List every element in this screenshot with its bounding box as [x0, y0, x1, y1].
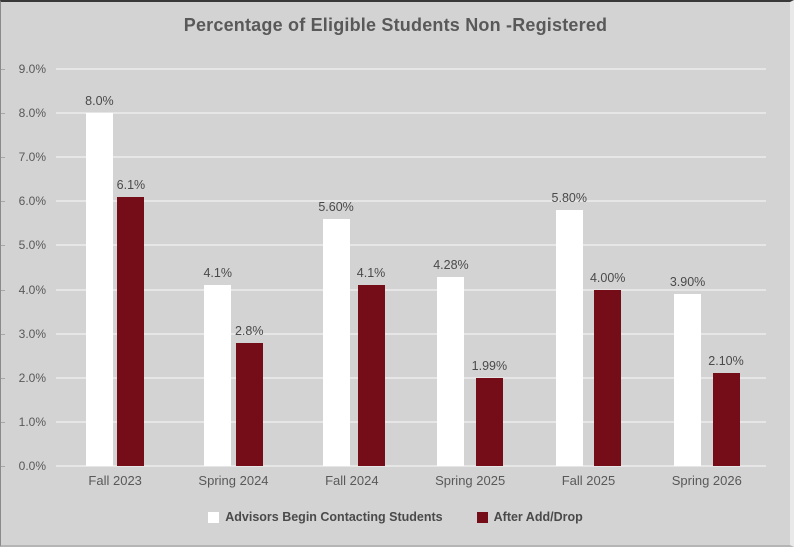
- legend-item: [477, 510, 583, 524]
- bar-wrap: [117, 69, 146, 466]
- bar-value-label: 8.0%: [85, 94, 114, 109]
- bar-after-add-drop: [358, 285, 385, 466]
- edge-tick: [1, 422, 5, 423]
- bar-wrap: [708, 69, 743, 466]
- edge-tick: [1, 113, 5, 114]
- bar-group: [174, 69, 292, 466]
- bar-wrap: [670, 69, 705, 466]
- edge-tick: [1, 466, 5, 467]
- legend: [1, 510, 790, 524]
- plot-area: [56, 69, 766, 466]
- bar-advisors: [204, 285, 231, 466]
- bar-value-label: 4.00%: [589, 270, 626, 285]
- bar-wrap: [552, 69, 587, 466]
- bar-value-label: 4.1%: [356, 266, 386, 281]
- x-axis-category-label: Fall 2023: [88, 473, 142, 488]
- x-axis-category-label: Fall 2025: [561, 473, 616, 488]
- bar-after-add-drop: [236, 343, 263, 467]
- bar-group: [293, 69, 411, 466]
- legend-label: After Add/Drop: [493, 510, 583, 524]
- y-axis: [1, 62, 51, 473]
- bar-wrap: [318, 69, 353, 466]
- bar-value-label: 4.28%: [433, 258, 469, 273]
- bars-layer: [56, 69, 766, 466]
- x-axis-category-label: Fall 2024: [325, 473, 379, 488]
- y-axis-tick-label: 0.0%: [18, 459, 46, 473]
- x-axis: [56, 473, 766, 488]
- bar-advisors: [674, 294, 701, 466]
- bar-advisors: [86, 113, 113, 466]
- bar-wrap: [590, 69, 625, 466]
- bar-value-label: 5.80%: [551, 191, 587, 206]
- y-axis-tick-label: 2.0%: [18, 370, 46, 385]
- y-axis-tick-label: 1.0%: [18, 414, 46, 429]
- bar-after-add-drop: [117, 197, 144, 466]
- bar-value-label: 1.99%: [471, 359, 508, 374]
- bar-wrap: [472, 69, 507, 466]
- edge-tick: [1, 201, 5, 202]
- bar-advisors: [323, 219, 350, 466]
- bar-group: [529, 69, 647, 466]
- edge-tick: [1, 378, 5, 379]
- bar-wrap: [357, 69, 386, 466]
- edge-tick: [1, 245, 5, 246]
- bar-value-label: 4.1%: [203, 266, 232, 281]
- x-axis-category-label: Spring 2025: [435, 473, 506, 488]
- bar-after-add-drop: [594, 290, 621, 466]
- x-axis-category-label: Spring 2024: [198, 473, 269, 488]
- bar-wrap: [433, 69, 468, 466]
- chart-title: Percentage of Eligible Students Non -Registered: [183, 15, 608, 35]
- bar-wrap: [203, 69, 232, 466]
- y-axis-tick-label: 3.0%: [18, 326, 46, 341]
- bar-group: [648, 69, 766, 466]
- y-axis-tick-label: 5.0%: [18, 238, 46, 253]
- bar-value-label: 2.10%: [708, 354, 744, 369]
- bar-after-add-drop: [476, 378, 503, 466]
- bar-value-label: 5.60%: [318, 199, 354, 214]
- y-axis-tick-label: 9.0%: [18, 62, 46, 76]
- x-axis-category-label: Spring 2026: [671, 473, 742, 488]
- bar-value-label: 2.8%: [234, 323, 264, 338]
- y-axis-tick-label: 8.0%: [18, 106, 46, 121]
- bar-value-label: 6.1%: [116, 177, 146, 192]
- bar-group: [411, 69, 529, 466]
- bar-group: [56, 69, 174, 466]
- legend-swatch-icon: [208, 512, 219, 523]
- bar-value-label: 3.90%: [669, 274, 706, 289]
- bar-advisors: [556, 210, 583, 466]
- y-axis-tick-label: 6.0%: [18, 194, 46, 209]
- bar-advisors: [437, 277, 464, 466]
- legend-item: [208, 510, 442, 524]
- edge-tick: [1, 290, 5, 291]
- bar-after-add-drop: [713, 373, 740, 466]
- bar-wrap: [235, 69, 264, 466]
- edge-tick: [1, 157, 5, 158]
- edge-tick: [1, 69, 5, 70]
- bar-wrap: [85, 69, 114, 466]
- y-axis-tick-label: 7.0%: [18, 150, 46, 165]
- legend-swatch-icon: [477, 512, 488, 523]
- y-axis-tick-label: 4.0%: [18, 282, 46, 297]
- legend-label: Advisors Begin Contacting Students: [225, 510, 443, 524]
- edge-tick: [1, 334, 5, 335]
